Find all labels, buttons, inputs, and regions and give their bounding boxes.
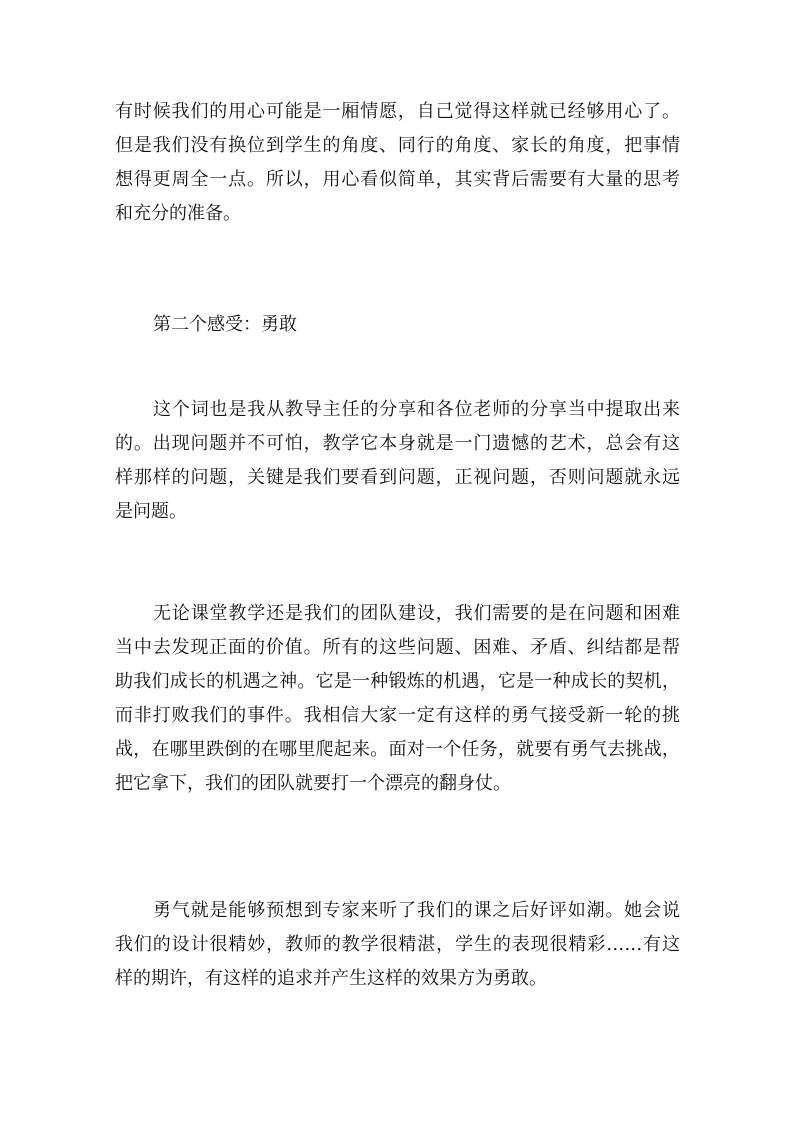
text-line: 无论课堂教学还是我们的团队建设，我们需要的是在问题和困难 xyxy=(153,603,680,624)
text-line: 当中去发现正面的价值。所有的这些问题、困难、矛盾、纠结都是帮 xyxy=(115,637,680,658)
text-line: 样那样的问题，关键是我们要看到问题，正视问题，否则问题就永远 xyxy=(115,467,680,488)
text-line: 助我们成长的机遇之神。它是一种锻炼的机遇，它是一种成长的契机， xyxy=(115,671,680,692)
text-line: 而非打败我们的事件。我相信大家一定有这样的勇气接受新一轮的挑 xyxy=(115,705,680,726)
text-line: 样的期许，有这样的追求并产生这样的效果方为勇敢。 xyxy=(115,968,547,989)
text-line: 想得更周全一点。所以，用心看似简单，其实背后需要有大量的思考 xyxy=(115,169,680,190)
text-line: 勇气就是能够预想到专家来听了我们的课之后好评如潮。她会说 xyxy=(153,900,680,921)
section-heading-courage: 第二个感受：勇敢 xyxy=(153,314,297,335)
paragraph-yongxin-conclusion xyxy=(115,95,680,231)
text-line: 把它拿下，我们的团队就要打一个漂亮的翻身仗。 xyxy=(115,773,511,794)
paragraph-courage-expectation xyxy=(115,894,680,996)
text-line: 这个词也是我从教导主任的分享和各位老师的分享当中提取出来 xyxy=(153,399,680,420)
text-line: 但是我们没有换位到学生的角度、同行的角度、家长的角度，把事情 xyxy=(115,135,680,156)
text-line: 我们的设计很精妙，教师的教学很精湛，学生的表现很精彩……有这 xyxy=(115,934,680,955)
text-line: 是问题。 xyxy=(115,501,187,522)
text-line: 的。出现问题并不可怕，教学它本身就是一门遗憾的艺术，总会有这 xyxy=(115,433,680,454)
text-line: 有时候我们的用心可能是一厢情愿，自己觉得这样就已经够用心了。 xyxy=(115,101,680,122)
text-line: 战，在哪里跌倒的在哪里爬起来。面对一个任务，就要有勇气去挑战， xyxy=(115,739,680,760)
paragraph-team-building xyxy=(115,597,680,801)
paragraph-courage-intro xyxy=(115,393,680,529)
text-line: 和充分的准备。 xyxy=(115,203,241,224)
